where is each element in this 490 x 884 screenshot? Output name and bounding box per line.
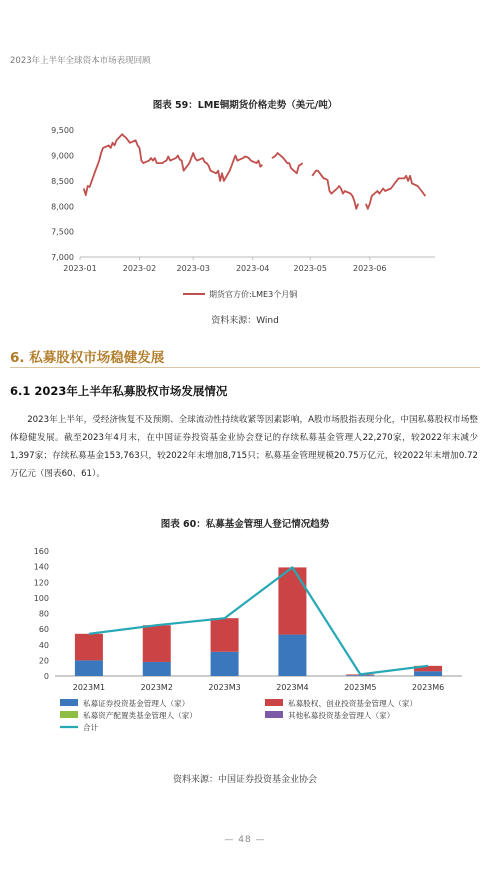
bar-pe-2023M2 xyxy=(143,625,171,662)
pe-x-tick-label: 2023M4 xyxy=(276,683,309,692)
pe-legend-label: 私募股权、创业投资基金管理人（家） xyxy=(288,699,418,708)
pe-bars xyxy=(75,567,442,676)
lme-copper-series xyxy=(84,134,426,209)
pe-legend-swatch xyxy=(60,711,78,718)
bar-sec-2023M3 xyxy=(211,652,239,676)
pe-x-tick-label: 2023M1 xyxy=(72,683,106,692)
figure-60-title: 图表 60：私募基金管理人登记情况趋势 xyxy=(160,519,330,530)
pe-x-tick-label: 2023M6 xyxy=(411,683,445,692)
section-title: 6. 私募股权市场稳健发展 xyxy=(10,350,165,366)
bar-sec-2023M6 xyxy=(414,671,442,676)
pe-y-tick-label: 60 xyxy=(38,625,49,635)
pe-y-tick-label: 120 xyxy=(33,578,49,588)
subsection-title: 6.1 2023年上半年私募股权市场发展情况 xyxy=(10,384,228,398)
lme-copper-chart xyxy=(0,115,490,307)
pe-legend-swatch xyxy=(265,699,283,706)
pe-y-tick-label: 140 xyxy=(33,562,49,572)
pe-y-axis xyxy=(34,547,49,681)
lme-y-tick-label: 9,000 xyxy=(51,151,74,161)
figure-59-title: 图表 59：LME铜期货价格走势（美元/吨） xyxy=(152,100,338,111)
pe-legend-label: 私募证券投资基金管理人（家） xyxy=(83,699,190,708)
bar-pe-2023M1 xyxy=(75,634,103,661)
figure-59-source: 资料来源：Wind xyxy=(211,316,279,326)
pe-x-axis xyxy=(73,683,445,692)
pe-y-tick-label: 160 xyxy=(33,547,49,556)
pe-legend-label: 私募资产配置类基金管理人（家） xyxy=(83,711,197,720)
pe-total-line xyxy=(89,567,428,674)
pe-y-tick-label: 20 xyxy=(38,656,49,666)
lme-x-tick-label: 2023-02 xyxy=(122,264,157,273)
pe-manager-chart xyxy=(0,538,490,738)
pe-legend-swatch xyxy=(265,711,283,718)
section-divider xyxy=(10,367,480,368)
bar-sec-2023M2 xyxy=(143,662,171,676)
body-paragraph: 2023年上半年，受经济恢复不及预期、全球流动性持续收紧等因素影响，A股市场股指表现分化，中国私募股权市场整体稳健发展。截至2023年4月末，在中国证券投资基金业协会登记的存续私募基金管理人22,270家，较2022年末减少1,397家；存续私募基金153,763只，较2022年末增加8,715只；私募基金管理规模20.75万亿元，较2022年末增加0.72万亿元（图表60、61）。 xyxy=(10,415,478,479)
bar-pe-2023M4 xyxy=(278,567,306,634)
pe-y-tick-label: 80 xyxy=(38,609,49,619)
pe-total-series xyxy=(89,567,428,674)
lme-x-tick-label: 2023-03 xyxy=(176,264,210,273)
lme-legend-label: 期货官方价:LME3个月铜 xyxy=(209,290,298,299)
pe-x-tick-label: 2023M3 xyxy=(208,683,241,692)
lme-y-axis xyxy=(51,126,74,262)
bar-sec-2023M1 xyxy=(75,660,103,676)
lme-y-tick-label: 8,000 xyxy=(51,202,74,212)
pe-x-tick-label: 2023M2 xyxy=(140,683,173,692)
lme-x-axis xyxy=(63,257,386,273)
lme-y-tick-label: 7,500 xyxy=(51,227,74,237)
lme-x-tick-label: 2023-01 xyxy=(63,264,97,273)
pe-legend-label: 其他私募投资基金管理人（家） xyxy=(288,711,395,720)
pe-y-tick-label: 40 xyxy=(38,640,49,650)
bar-sec-2023M4 xyxy=(278,635,306,676)
lme-x-tick-label: 2023-05 xyxy=(293,264,327,273)
pe-y-tick-label: 0 xyxy=(43,672,49,681)
page-number: — 48 — xyxy=(224,835,266,845)
lme-y-tick-label: 8,500 xyxy=(51,176,74,186)
lme-x-tick-label: 2023-04 xyxy=(235,264,270,273)
pe-x-tick-label: 2023M5 xyxy=(344,683,377,692)
pe-legend-label: 合计 xyxy=(83,723,99,732)
lme-y-tick-label: 9,500 xyxy=(51,126,74,136)
bar-pe-2023M3 xyxy=(211,618,239,652)
lme-y-tick-label: 7,000 xyxy=(51,253,74,262)
figure-60-source: 资料来源：中国证券投资基金业协会 xyxy=(172,775,317,785)
running-header: 2023年上半年全球资本市场表现回顾 xyxy=(10,56,151,66)
pe-legend-swatch xyxy=(60,699,78,706)
lme-x-tick-label: 2023-06 xyxy=(353,264,387,273)
pe-y-tick-label: 100 xyxy=(33,593,49,603)
pe-legend xyxy=(60,698,417,732)
lme-copper-line xyxy=(84,134,426,209)
